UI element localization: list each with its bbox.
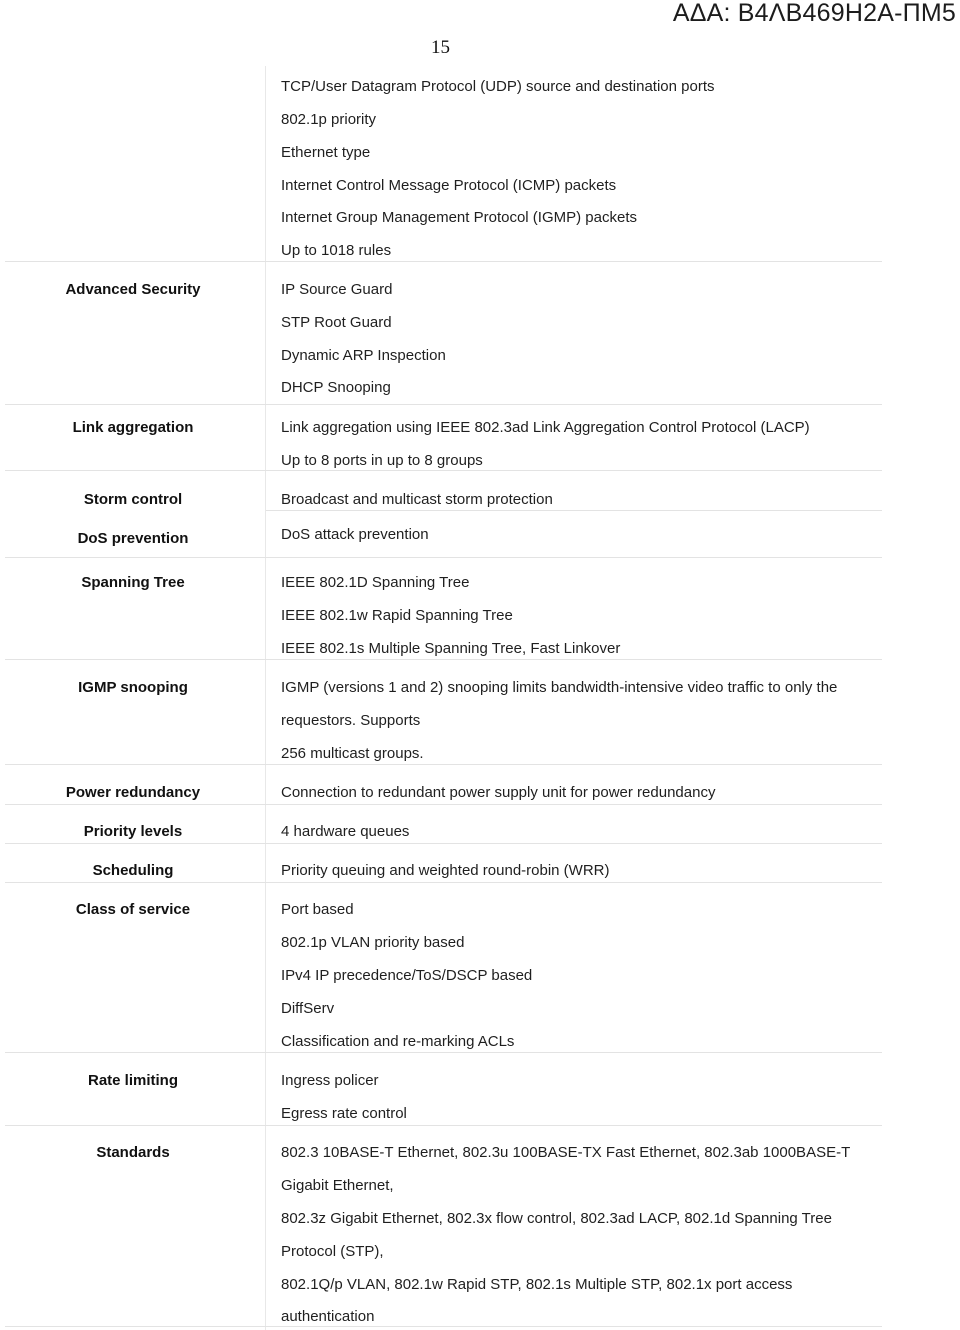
spec-value: IP Source Guard bbox=[281, 281, 393, 298]
spec-value: 802.3 10BASE-T Ethernet, 802.3u 100BASE-TX Fast Ethernet, 802.3ab 1000BASE-T bbox=[281, 1144, 851, 1161]
spec-value: Ethernet type bbox=[281, 144, 371, 161]
spec-value: DiffServ bbox=[281, 1000, 335, 1017]
spec-value: IEEE 802.1D Spanning Tree bbox=[281, 574, 470, 591]
spec-value: IGMP (versions 1 and 2) snooping limits bandwidth-intensive video traffic to only the bbox=[281, 679, 838, 696]
spec-value: Egress rate control bbox=[281, 1105, 407, 1122]
row-separator bbox=[5, 557, 882, 558]
spec-value: Up to 1018 rules bbox=[281, 242, 392, 259]
row-separator bbox=[5, 261, 882, 262]
spec-value: TCP/User Datagram Protocol (UDP) source and destination ports bbox=[281, 78, 715, 95]
feature-label-igmp-snooping: IGMP snooping bbox=[78, 679, 188, 696]
spec-value: Dynamic ARP Inspection bbox=[281, 347, 446, 364]
spec-value: Connection to redundant power supply unit for power redundancy bbox=[281, 784, 716, 801]
column-divider bbox=[265, 66, 266, 1330]
feature-label-power-redundancy: Power redundancy bbox=[65, 784, 201, 801]
feature-label-class-of-service: Class of service bbox=[75, 901, 191, 918]
spec-value: 802.1p priority bbox=[281, 111, 377, 128]
spec-value: 4 hardware queues bbox=[281, 823, 410, 840]
spec-value: 802.3z Gigabit Ethernet, 802.3x flow control, 802.3ad LACP, 802.1d Spanning Tree bbox=[281, 1210, 832, 1227]
feature-label-dos-prevention: DoS prevention bbox=[77, 530, 189, 547]
feature-label-standards: Standards bbox=[96, 1144, 170, 1161]
spec-value: Internet Control Message Protocol (ICMP) packets bbox=[281, 177, 617, 194]
row-separator bbox=[5, 843, 882, 844]
spec-value: IEEE 802.1s Multiple Spanning Tree, Fast Linkover bbox=[281, 640, 621, 657]
row-separator bbox=[5, 764, 882, 765]
spec-value: Up to 8 ports in up to 8 groups bbox=[281, 452, 483, 469]
row-separator bbox=[5, 882, 882, 883]
row-separator bbox=[5, 1125, 882, 1126]
page-number: 15 bbox=[431, 37, 450, 58]
spec-value: Port based bbox=[281, 901, 354, 918]
spec-value: DHCP Snooping bbox=[281, 379, 391, 396]
feature-label-spanning-tree: Spanning Tree bbox=[81, 574, 185, 591]
feature-label-priority-levels: Priority levels bbox=[83, 823, 183, 840]
spec-value: DoS attack prevention bbox=[281, 526, 429, 543]
row-separator bbox=[5, 804, 882, 805]
spec-value: requestors. Supports bbox=[281, 712, 421, 729]
row-separator bbox=[5, 1326, 882, 1327]
spec-value: Internet Group Management Protocol (IGMP) packets bbox=[281, 209, 637, 226]
feature-label-rate-limiting: Rate limiting bbox=[87, 1072, 178, 1089]
row-separator bbox=[5, 1052, 882, 1053]
spec-value: Protocol (STP), bbox=[281, 1243, 384, 1260]
feature-label-storm-control: Storm control bbox=[83, 491, 183, 508]
row-separator bbox=[5, 659, 882, 660]
row-separator bbox=[266, 510, 882, 511]
spec-value: Priority queuing and weighted round-robin (WRR) bbox=[281, 862, 610, 879]
feature-label-link-aggregation: Link aggregation bbox=[72, 419, 194, 436]
spec-value: authentication bbox=[281, 1308, 375, 1325]
feature-label-scheduling: Scheduling bbox=[92, 862, 174, 879]
document-code: ΑΔΑ: Β4ΛΒ469Η2Α-ΠΜ5 bbox=[672, 0, 956, 27]
spec-value: Broadcast and multicast storm protection bbox=[281, 491, 553, 508]
spec-value: Ingress policer bbox=[281, 1072, 379, 1089]
spec-value: Gigabit Ethernet, bbox=[281, 1177, 394, 1194]
row-separator bbox=[5, 404, 882, 405]
spec-value: IEEE 802.1w Rapid Spanning Tree bbox=[281, 607, 513, 624]
spec-value: IPv4 IP precedence/ToS/DSCP based bbox=[281, 967, 533, 984]
spec-value: 802.1Q/p VLAN, 802.1w Rapid STP, 802.1s Multiple STP, 802.1x port access bbox=[281, 1276, 793, 1293]
feature-label-advanced-security: Advanced Security bbox=[65, 281, 201, 298]
spec-value: STP Root Guard bbox=[281, 314, 392, 331]
spec-value: Classification and re-marking ACLs bbox=[281, 1033, 515, 1050]
spec-value: 802.1p VLAN priority based bbox=[281, 934, 465, 951]
spec-value: Link aggregation using IEEE 802.3ad Link Aggregation Control Protocol (LACP) bbox=[281, 419, 810, 436]
spec-value: 256 multicast groups. bbox=[281, 745, 424, 762]
